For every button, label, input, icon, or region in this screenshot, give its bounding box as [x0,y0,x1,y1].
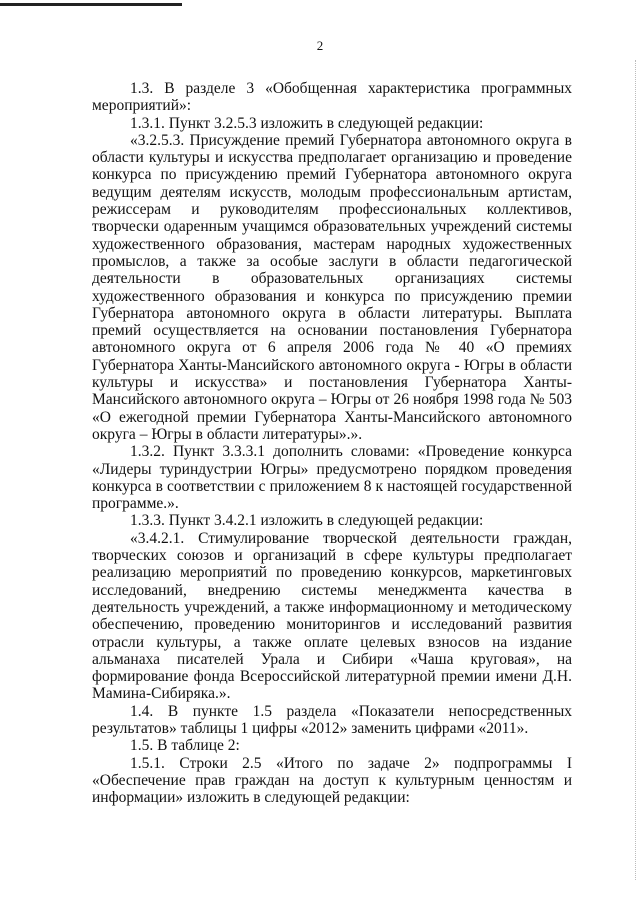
paragraph-1-5-1: 1.5.1. Строки 2.5 «Итого по задаче 2» подпрограммы I «Обеспечение прав граждан на доступ к культурным ценностям и информации» изложить в следующей редакции: [92,754,572,807]
scan-edge [633,60,636,880]
paragraph-1-3-1: 1.3.1. Пункт 3.2.5.3 изложить в следующей редакции: [130,114,484,132]
paragraph-1-3: 1.3. В разделе 3 «Обобщенная характеристика программных мероприятий»: [92,80,572,115]
paragraph-1-3-3: 1.3.3. Пункт 3.4.2.1 изложить в следующей редакции: [130,512,484,530]
top-rule [0,3,182,6]
quote-3-2-5-3: «3.2.5.3. Присуждение премий Губернатора автономного округа в области культуры и искусства предполагает организацию и проведение конкурса по присуждению премий Губернатора автономного округа ведущим деятелям искусств, молодым профессиональным артистам, режиссерам и руководителям профессиональных коллективов, творчески одаренным учащимся образовательных учреждений системы художественного образования, мастерам народных художественных промыслов, а также за особые заслуги в области педагогической деятельности в образовательных организациях системы художественного образования и конкурса по присуждению премии Губернатора автономного округа в области литературы. Выплата премий осуществляется на основании постановления Губернатора автономного округа от 6 апреля 2006 года № 40 «О премиях Губернатора Ханты-Мансийского автономного округа - Югры в области культуры и искусства» и постановления Губернатора Ханты-Мансийского автономного округа – Югры от 26 ноября 1998 года № 503 «О ежегодной премии Губернатора Ханты-Мансийского автономного округа – Югры в области литературы».». [92,131,572,443]
paragraph-1-3-2: 1.3.2. Пункт 3.3.3.1 дополнить словами: «Проведение конкурса «Лидеры туриндустрии Югры» предусмотрено порядком проведения конкурса в соответствии с приложением 8 к настоящей государственной программе.». [92,443,572,513]
quote-3-4-2-1: «3.4.2.1. Стимулирование творческой деятельности граждан, творческих союзов и организаций в сфере культуры предполагает реализацию мероприятий по проведению конкурсов, маркетинговых исследований, внедрению системы менеджмента качества в деятельность учреждений, а также информационному и методическому обеспечению, проведению мониторингов и исследований развития отрасли культуры, а также оплате целевых взносов на издание альманаха писателей Урала и Сибири «Чаша круговая», на формирование фонда Всероссийской литературной премии имени Д.Н. Мамина-Сибиряка.». [92,529,572,703]
paragraph-1-5: 1.5. В таблице 2: [130,737,240,755]
page-number: 2 [316,38,324,53]
document-body [92,80,572,806]
paragraph-1-4: 1.4. В пункте 1.5 раздела «Показатели непосредственных результатов» таблицы 1 цифры «2012» заменить цифрами «2011». [92,702,572,737]
